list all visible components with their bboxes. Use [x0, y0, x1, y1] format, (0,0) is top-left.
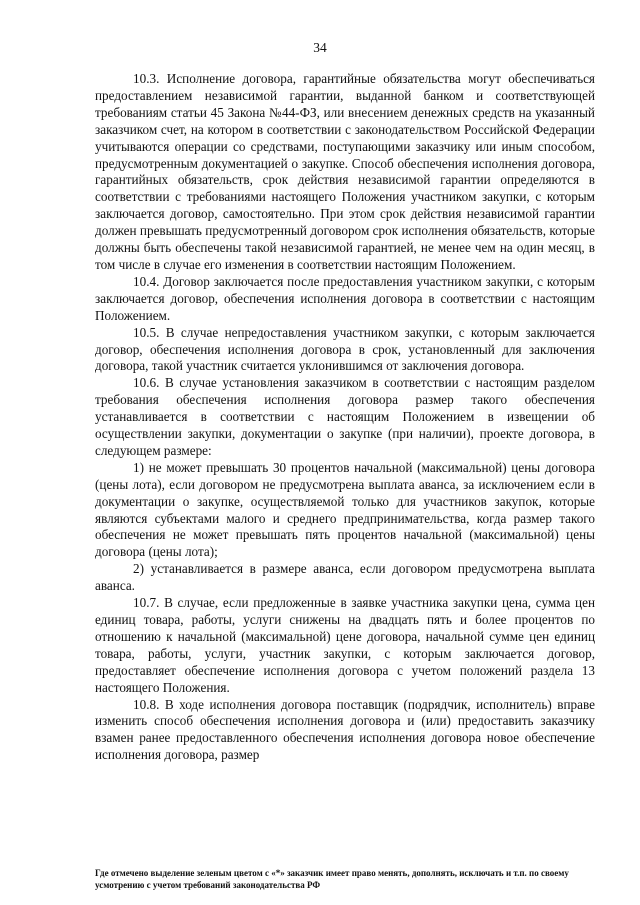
footnote: Где отмечено выделение зеленым цветом с «*» заказчик имеет право менять, дополнять, исключать и т.п. по своему усмотрению с учетом требований законодательства РФ	[95, 868, 569, 890]
paragraph-10-3: 10.3. Исполнение договора, гарантийные обязательства могут обеспечиваться предоставлением независимой гарантии, выданной банком и соответствующей требованиям статьи 45 Закона №44-ФЗ, или внесением денежных средств на указанный заказчиком счет, на котором в соответствии с законодательством Российской Федерации учитываются операции со средствами, поступающими заказчику или иным способом, предусмотренным документацией о закупке. Способ обеспечения исполнения договора, гарантийных обязательств, срок действия независимой гарантии определяются в соответствии с требованиями настоящего Положения участником закупки, с которым заключается договор, самостоятельно. При этом срок действия независимой гарантии должен превышать предусмотренный договором срок исполнения обязательств, которые должны быть обеспечены такой независимой гарантией, не менее чем на один месяц, в том числе в случае его изменения в соответствии настоящим Положением.	[95, 71, 595, 272]
paragraph-10-8: 10.8. В ходе исполнения договора поставщик (подрядчик, исполнитель) вправе изменить способ обеспечения исполнения договора и (или) предоставить заказчику взамен ранее предоставленного обеспечения исполнения договора новое обеспечение исполнения договора, размер	[95, 696, 595, 763]
paragraph-10-7: 10.7. В случае, если предложенные в заявке участника закупки цена, сумма цен единиц товара, работы, услуги снижены на двадцать пять и более процентов по отношению к начальной (максимальной) цене договора, начальной сумме цен единиц товара, работы, услуги, участник закупки, с которым заключается договор, предоставляет обеспечение исполнения договора с учетом положений раздела 13 настоящего Положения.	[95, 595, 595, 695]
list-item-2: 2) устанавливается в размере аванса, если договором предусмотрена выплата аванса.	[95, 561, 595, 594]
body-text	[95, 71, 595, 764]
list-item-1: 1) не может превышать 30 процентов начальной (максимальной) цены договора (цены лота), если договором не предусмотрена выплата аванса, за исключением если в документации о закупке, осуществляемой только для участников закупок, которые являются субъектами малого и среднего предпринимательства, когда размер такого обеспечения не может превышать пять процентов начальной (максимальной) цены договора (цены лота);	[95, 459, 595, 560]
paragraph-10-4: 10.4. Договор заключается после предоставления участником закупки, с которым заключается договор, обеспечения исполнения договора в соответствии с настоящим Положением.	[95, 273, 595, 323]
paragraph-10-6: 10.6. В случае установления заказчиком в соответствии с настоящим разделом требования обеспечения исполнения договора размер такого обеспечения устанавливается в соответствии с настоящим Положением в извещении об осуществлении закупки, документации о закупке (при наличии), проекте договора, в следующем размере:	[95, 375, 595, 458]
paragraph-10-5: 10.5. В случае непредоставления участником закупки, с которым заключается договор, обеспечения исполнения договора в срок, установленный для заключения договора, такой участник считается уклонившимся от заключения договора.	[95, 324, 595, 374]
page-number: 34	[313, 40, 327, 55]
